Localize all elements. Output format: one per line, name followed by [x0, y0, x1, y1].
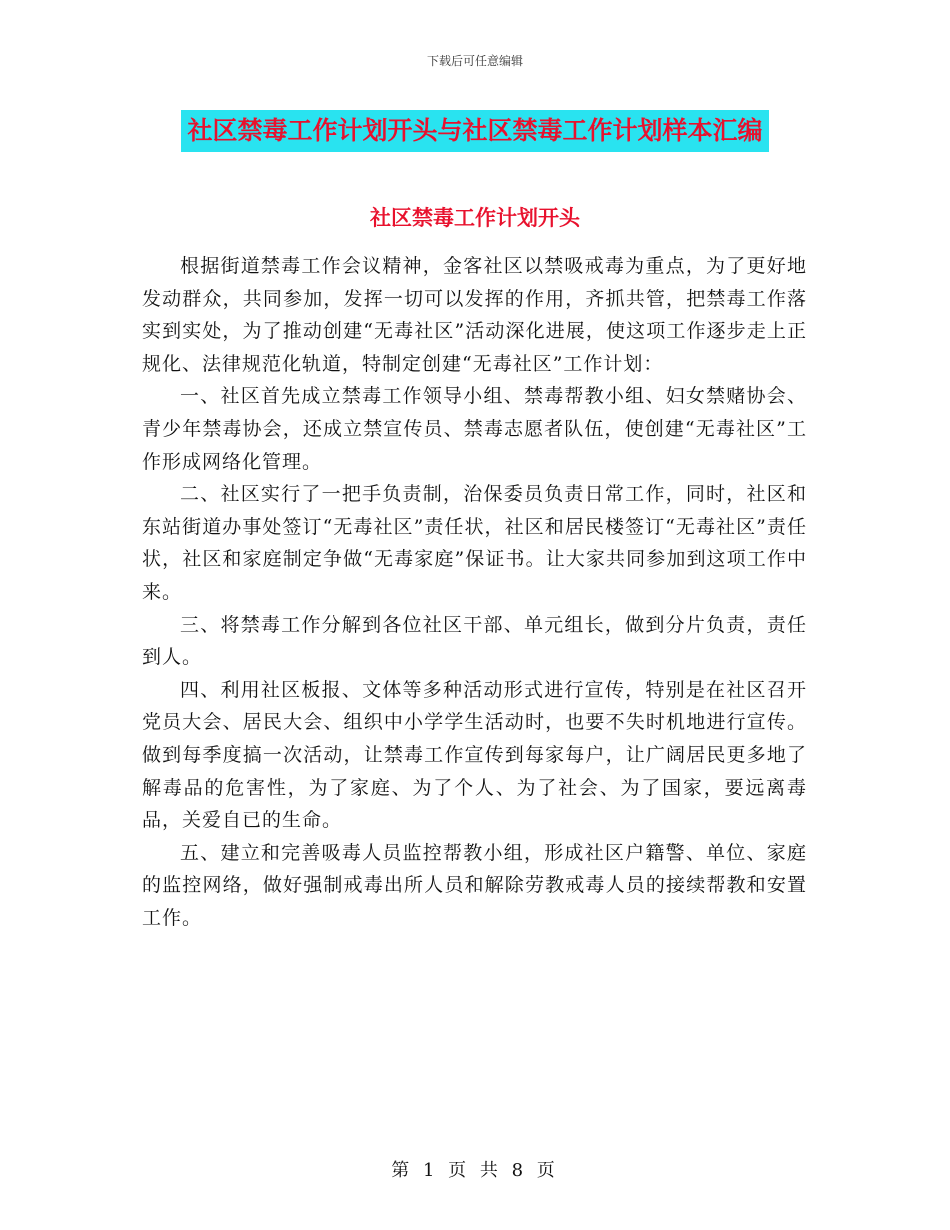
- section-title: 社区禁毒工作计划开头: [370, 206, 580, 230]
- paragraph-item-5: 五、建立和完善吸毒人员监控帮教小组，形成社区户籍警、单位、家庭的监控网络，做好强制戒毒出所人员和解除劳教戒毒人员的接续帮教和安置工作。: [142, 841, 807, 929]
- page-number: 第 1 页 共 8 页: [391, 1160, 559, 1181]
- paragraph-item-2: 二、社区实行了一把手负责制，治保委员负责日常工作，同时，社区和东站街道办事处签订“无毒社区”责任状，社区和居民楼签订“无毒社区”责任状，社区和家庭制定争做“无毒家庭”保证书。让大家共同参加到这项工作中来。: [142, 483, 807, 603]
- paragraph-item-3: 三、将禁毒工作分解到各位社区干部、单元组长，做到分片负责，责任到人。: [142, 613, 807, 669]
- paragraph-intro: 根据街道禁毒工作会议精神，金客社区以禁吸戒毒为重点，为了更好地发动群众，共同参加，发挥一切可以发挥的作用，齐抓共管，把禁毒工作落实到实处，为了推动创建“无毒社区”活动深化进展，使这项工作逐步走上正规化、法律规范化轨道，特制定创建“无毒社区”工作计划：: [142, 255, 807, 375]
- document-body: [142, 250, 807, 934]
- document-title-container: [0, 110, 950, 152]
- paragraph-item-4: 四、利用社区板报、文体等多种活动形式进行宣传，特别是在社区召开党员大会、居民大会、组织中小学学生活动时，也要不失时机地进行宣传。做到每季度搞一次活动，让禁毒工作宣传到每家每户，让广阔居民更多地了解毒品的危害性，为了家庭、为了个人、为了社会、为了国家，要远离毒品，关爱自已的生命。: [142, 678, 807, 832]
- document-title: 社区禁毒工作计划开头与社区禁毒工作计划样本汇编: [181, 110, 768, 152]
- paragraph-item-1: 一、社区首先成立禁毒工作领导小组、禁毒帮教小组、妇女禁赌协会、青少年禁毒协会，还成立禁宣传员、禁毒志愿者队伍，使创建“无毒社区”工作形成网络化管理。: [142, 385, 807, 473]
- page-header-note: 下载后可任意编辑: [426, 54, 523, 68]
